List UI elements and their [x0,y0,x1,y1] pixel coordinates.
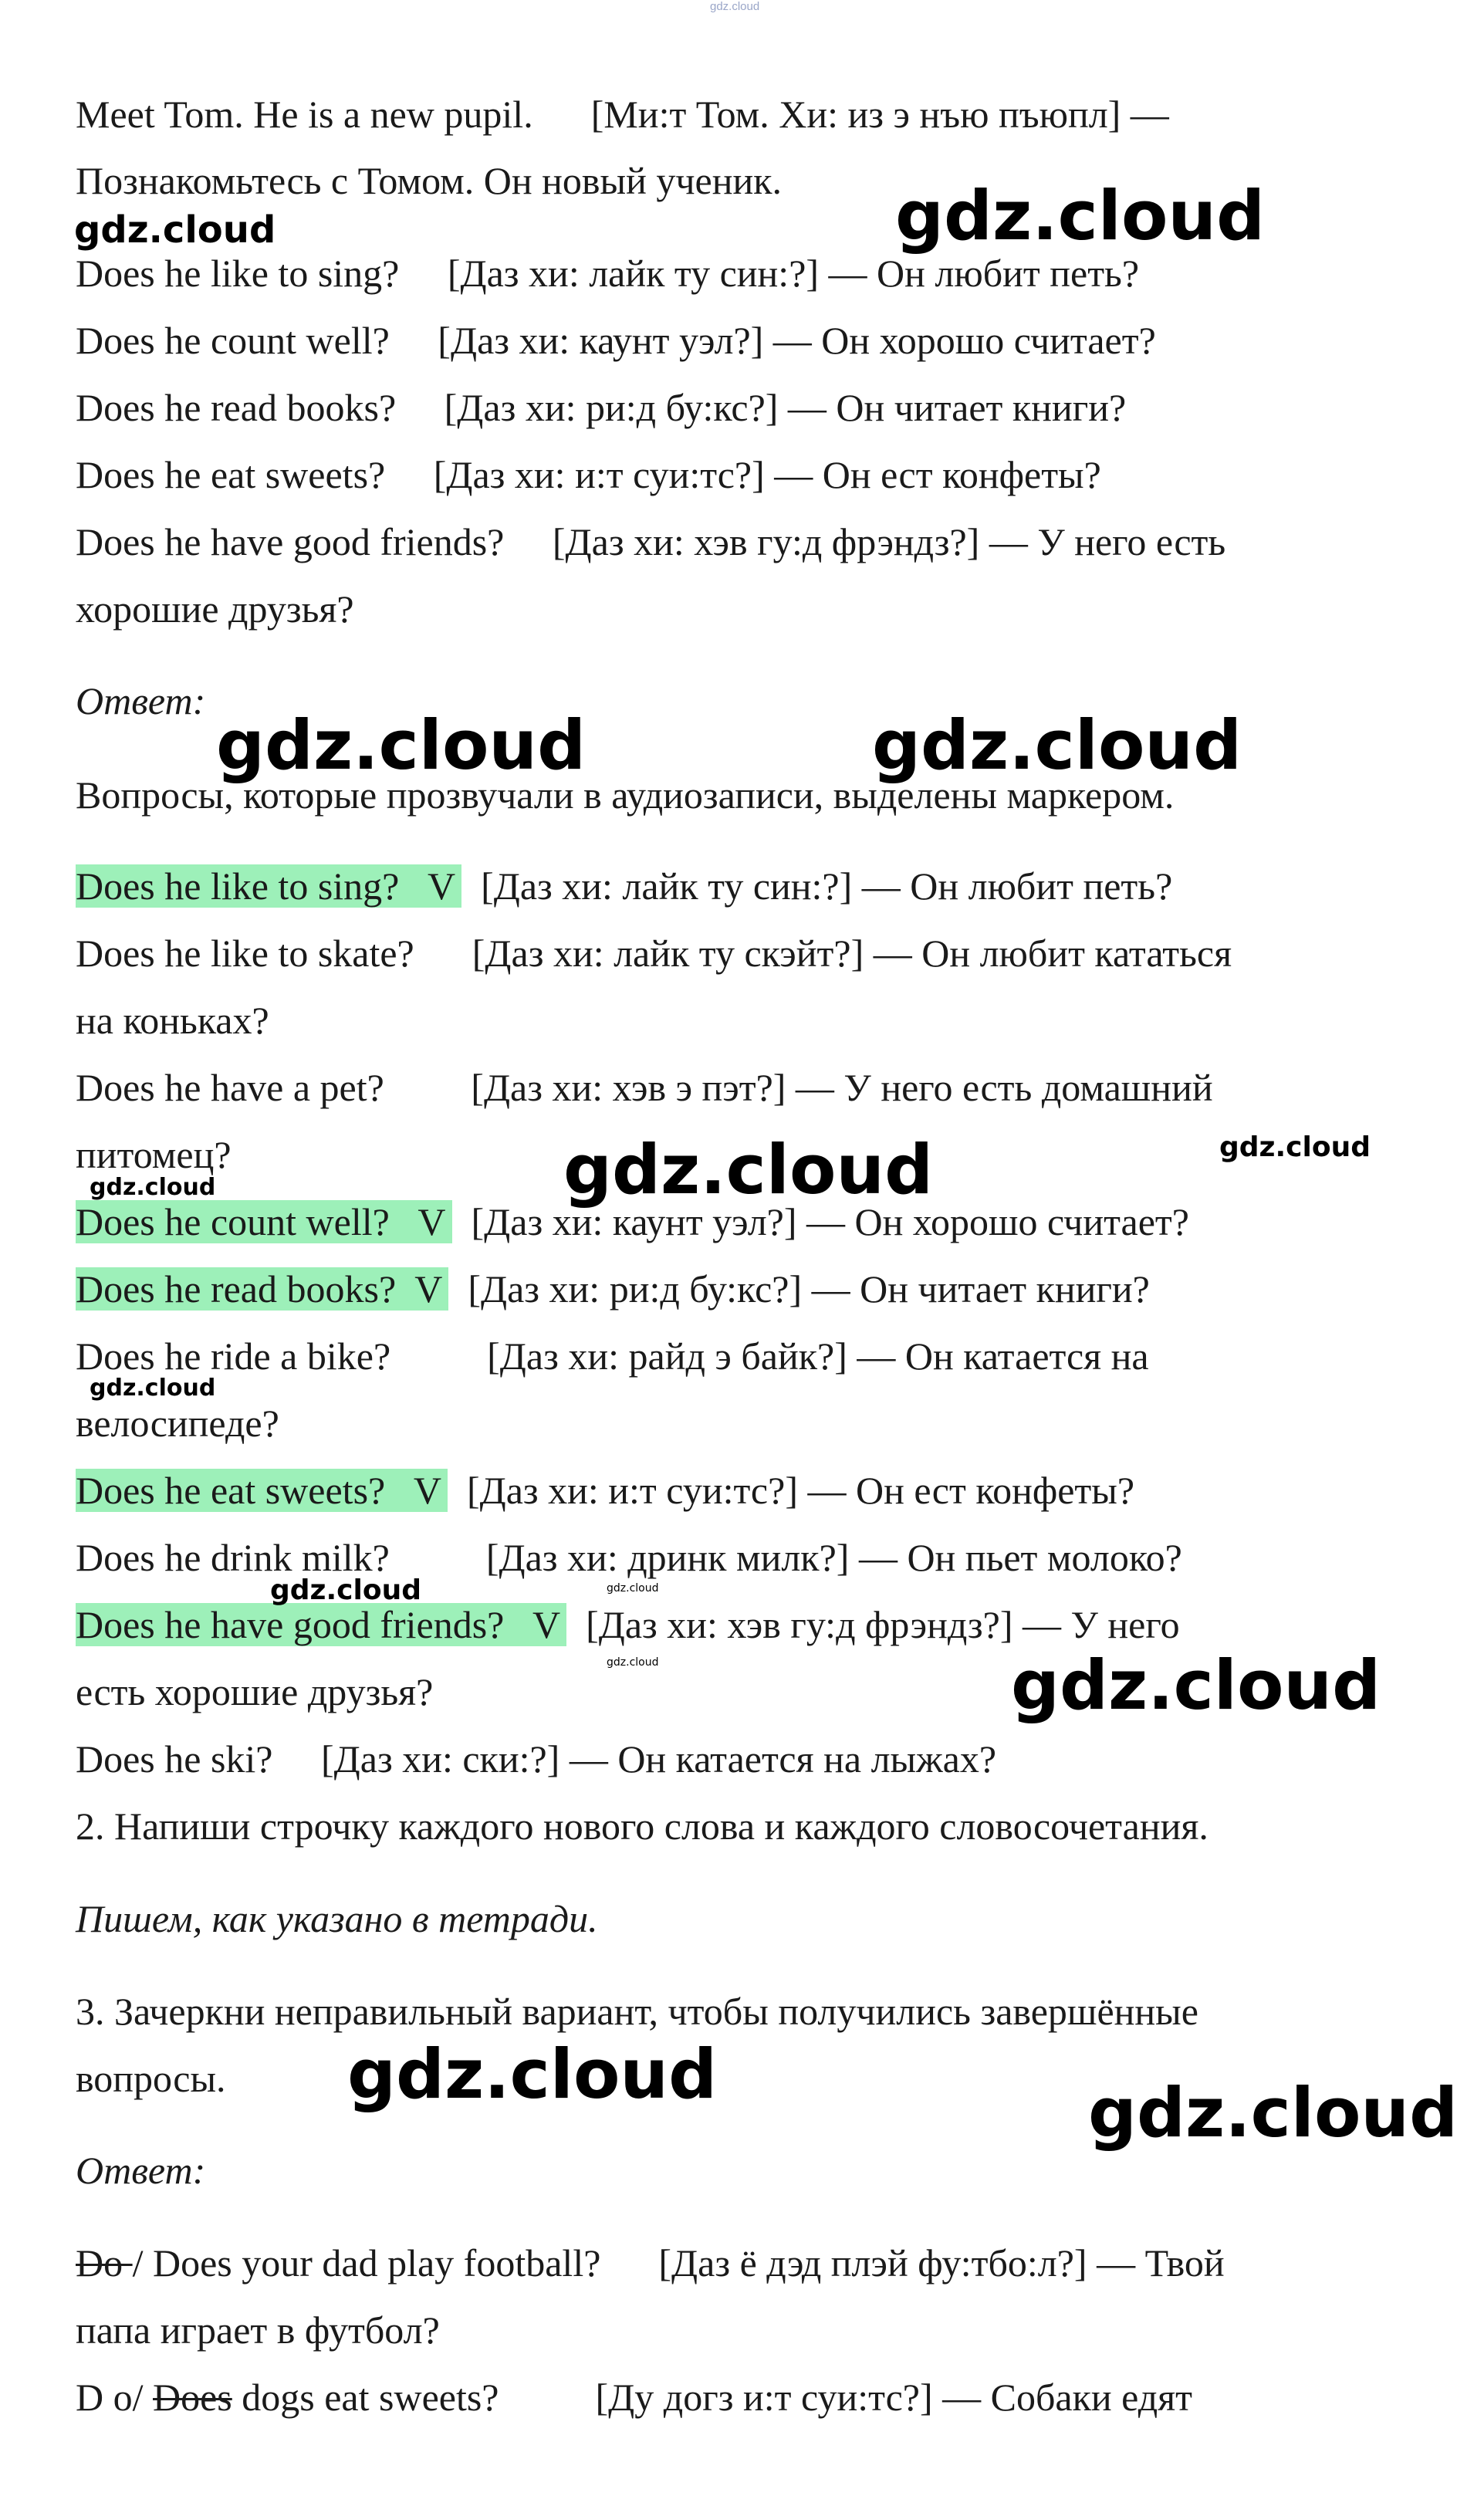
answer-line [76,1601,1180,1648]
answer-line: Does he drink milk? [Даз хи: дринк милк?] — Он пьет молоко? [76,1536,1182,1579]
watermark-logo: gdz.cloud [607,1582,659,1595]
task-2-title: 2. Напиши строчку каждого нового слова и каждого словосочетания. [76,1804,1208,1848]
transcription: [Даз хи: лайк ту син:?] — Он любит петь? [461,864,1173,908]
watermark-logo: gdz.cloud [1219,1131,1371,1163]
watermark-logo: gdz.cloud [872,705,1242,785]
watermark-logo: gdz.cloud [74,208,276,252]
answer-line [76,2240,1225,2286]
answer-line: есть хорошие друзья? [76,1670,434,1713]
watermark-logo: gdz.cloud [1088,2073,1459,2153]
highlighted-question: Does he have good friends? V [76,1603,566,1646]
task-3-title: вопросы. [76,2057,226,2100]
answer-line: питомец? [76,1133,232,1176]
watermark-logo: gdz.cloud [563,1130,934,1209]
highlighted-question: Does he eat sweets? V [76,1469,448,1512]
answer-line: Does he have a pet? [Даз хи: хэв э пэт?] — У него есть домашний [76,1066,1213,1109]
intro-line-1: Meet Tom. He is a new pupil. [Ми:т Том. Хи: из э нъю пъюпл] — [76,93,1169,136]
watermark-logo: gdz.cloud [90,1375,216,1402]
question-line: Does he like to sing? [Даз хи: лайк ту син:?] — Он любит петь? [76,252,1140,295]
question-line: Does he eat sweets? [Даз хи: и:т суи:тс?] — Он ест конфеты? [76,453,1101,496]
watermark-logo: gdz.cloud [90,1174,216,1201]
answer-line: на коньках? [76,999,269,1042]
watermark-logo: gdz.cloud [270,1574,421,1606]
transcription: [Даз хи: и:т суи:тс?] — Он ест конфеты? [447,1469,1135,1512]
answer-text: dogs eat sweets? [Ду догз и:т суи:тс?] — Собаки едят [232,2376,1192,2419]
answer-intro: Вопросы, которые прозвучали в аудиозаписи, выделены маркером. [76,773,1175,817]
highlighted-question: Does he like to sing? V [76,864,461,908]
highlighted-question: Does he count well? V [76,1200,452,1243]
transcription: [Даз хи: хэв гу:д фрэндз?] — У него [566,1603,1180,1646]
task-2-note: Пишем, как указано в тетради. [76,1897,598,1940]
question-line: хорошие друзья? [76,587,354,631]
watermark-logo: gdz.cloud [1011,1645,1381,1725]
question-line: Does he count well? [Даз хи: каунт уэл?] — Он хорошо считает? [76,319,1156,362]
answer-line: папа играет в футбол? [76,2308,440,2352]
answer-label: Ответ: [76,2149,206,2192]
answer-line [76,863,1172,909]
answer-line [76,2374,1192,2420]
struck-option: Does [153,2376,232,2419]
watermark-logo: gdz.cloud [607,1656,659,1669]
answer-line: велосипеде? [76,1402,279,1445]
answer-line: Does he ride a bike? [Даз хи: райд э байк?] — Он катается на [76,1334,1149,1378]
question-line: Does he read books? [Даз хи: ри:д бу:кс?] — Он читает книги? [76,386,1127,429]
task-3-title: 3. Зачеркни неправильный вариант, чтобы получились завершённые [76,1990,1198,2033]
transcription: [Даз хи: каунт уэл?] — Он хорошо считает? [451,1200,1189,1243]
answer-label: Ответ: [76,679,206,722]
answer-text: / Does your dad play football? [Даз ё дэд плэй фу:тбо:л?] — Твой [132,2241,1225,2285]
question-line: Does he have good friends? [Даз хи: хэв гу:д фрэндз?] — У него есть [76,520,1226,563]
watermark-logo: gdz.cloud [216,705,587,785]
watermark-logo: gdz.cloud [347,2034,718,2114]
watermark-logo: gdz.cloud [895,176,1266,255]
answer-line: Does he ski? [Даз хи: ски:?] — Он катается на лыжах? [76,1737,997,1781]
highlighted-question: Does he read books? V [76,1267,448,1311]
answer-line [76,1467,1134,1513]
answer-line: Does he like to skate? [Даз хи: лайк ту скэйт?] — Он любит кататься [76,932,1232,975]
header-watermark: gdz.cloud [710,0,760,13]
intro-line-2: Познакомьтесь с Томом. Он новый ученик. [76,159,783,202]
answer-text: D o/ [76,2376,153,2419]
struck-option: Do [76,2241,133,2285]
answer-line [76,1266,1150,1312]
transcription: [Даз хи: ри:д бу:кс?] — Он читает книги? [448,1267,1150,1311]
